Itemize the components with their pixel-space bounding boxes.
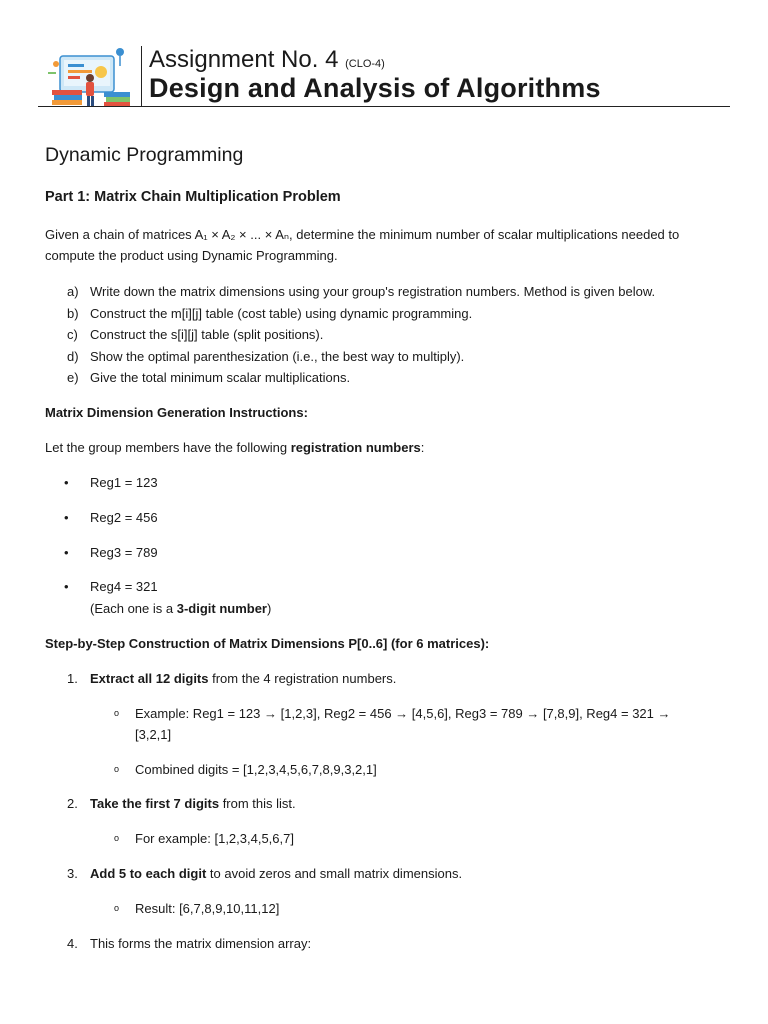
list-marker: b) bbox=[67, 305, 79, 321]
part1-title: Part 1: Matrix Chain Multiplication Problem bbox=[45, 189, 341, 205]
list-item-text: Construct the s[i][j] table (split positions). bbox=[90, 327, 324, 342]
registration-text: Reg2 = 456 bbox=[90, 510, 158, 525]
reg-note: (Each one is a 3-digit number) bbox=[90, 601, 272, 616]
reg-intro: Let the group members have the following registration numbers: bbox=[45, 440, 425, 455]
list-item bbox=[0, 542, 400, 563]
sub-item bbox=[0, 759, 760, 780]
registration-text: Reg1 = 123 bbox=[90, 475, 158, 490]
circle-bullet-icon: o bbox=[114, 833, 120, 843]
step-item bbox=[0, 863, 760, 884]
intro-line-2: compute the product using Dynamic Programming. bbox=[45, 248, 338, 263]
list-item-text: Write down the matrix dimensions using your group's registration numbers. Method is given below. bbox=[90, 284, 656, 299]
course-title: Design and Analysis of Algorithms bbox=[149, 73, 601, 103]
header-rule bbox=[38, 106, 730, 107]
header-divider bbox=[141, 46, 142, 106]
step-text: Extract all 12 digits from the 4 registration numbers. bbox=[90, 671, 397, 686]
list-item bbox=[0, 507, 400, 528]
sub-item-continuation: [3,2,1] bbox=[135, 727, 172, 742]
sub-item-text: Example: Reg1 = 123 → [1,2,3], Reg2 = 456 → [4,5,6], Reg3 = 789 → [7,8,9], Reg4 = 321 → bbox=[135, 706, 671, 721]
circle-bullet-icon: o bbox=[114, 764, 120, 774]
list-item bbox=[0, 472, 400, 493]
list-marker: d) bbox=[67, 348, 79, 364]
assignment-title: Assignment No. 4 (CLO-4) bbox=[149, 46, 385, 73]
sub-item-text: Combined digits = [1,2,3,4,5,6,7,8,9,3,2,1] bbox=[135, 762, 377, 777]
clo-tag: (CLO-4) bbox=[345, 58, 385, 70]
step-number: 2. bbox=[67, 796, 78, 811]
circle-bullet-icon: o bbox=[114, 903, 120, 913]
sub-item bbox=[0, 828, 760, 849]
step-number: 1. bbox=[67, 671, 78, 686]
steps-title: Step-by-Step Construction of Matrix Dimensions P[0..6] (for 6 matrices): bbox=[45, 636, 490, 651]
step-number: 4. bbox=[67, 936, 78, 951]
step-item bbox=[0, 668, 760, 689]
list-item-text: Construct the m[i][j] table (cost table) using dynamic programming. bbox=[90, 305, 473, 321]
sub-item bbox=[0, 703, 760, 724]
intro-line-1: Given a chain of matrices A₁ × A₂ × ... × Aₙ, determine the minimum number of scalar multiplications needed to bbox=[45, 227, 680, 242]
dim-instructions-title: Matrix Dimension Generation Instructions: bbox=[45, 405, 308, 420]
step-item bbox=[0, 933, 760, 954]
list-marker: a) bbox=[67, 284, 79, 299]
study-illustration-icon bbox=[46, 44, 138, 108]
circle-bullet-icon: o bbox=[114, 708, 120, 718]
bullet-icon: • bbox=[64, 579, 69, 594]
sub-item bbox=[0, 898, 760, 919]
registration-text: Reg4 = 321 bbox=[90, 579, 158, 594]
step-item bbox=[0, 793, 760, 814]
list-item-text: Give the total minimum scalar multiplications. bbox=[90, 370, 351, 385]
step-number: 3. bbox=[67, 866, 78, 881]
bullet-icon: • bbox=[64, 510, 69, 525]
section-title: Dynamic Programming bbox=[45, 144, 244, 166]
list-marker: e) bbox=[67, 370, 79, 385]
list-marker: c) bbox=[67, 327, 78, 342]
sub-item-text: Result: [6,7,8,9,10,11,12] bbox=[135, 901, 280, 916]
step-text: Take the first 7 digits from this list. bbox=[90, 796, 296, 811]
registration-text: Reg3 = 789 bbox=[90, 545, 158, 560]
step-text: This forms the matrix dimension array: bbox=[90, 936, 312, 951]
list-item-text: Show the optimal parenthesization (i.e., the best way to multiply). bbox=[90, 348, 465, 364]
list-item bbox=[0, 576, 400, 597]
sub-item-text: For example: [1,2,3,4,5,6,7] bbox=[135, 831, 294, 846]
step-text: Add 5 to each digit to avoid zeros and small matrix dimensions. bbox=[90, 866, 463, 881]
bullet-icon: • bbox=[64, 545, 69, 560]
bullet-icon: • bbox=[64, 475, 69, 490]
